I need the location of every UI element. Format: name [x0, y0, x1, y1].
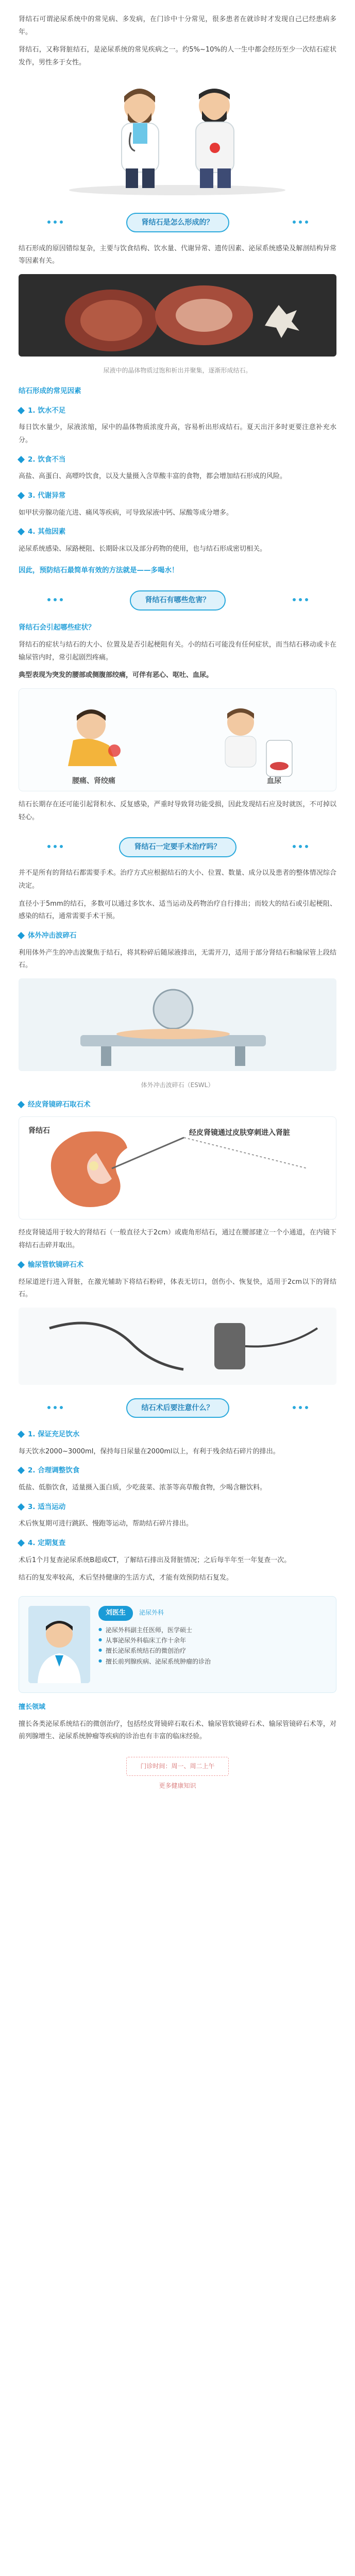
care-text: 术后恢复期可进行跳跃、慢跑等运动，帮助结石碎片排出。 [19, 1520, 193, 1528]
care-heading: 3. 适当运动 [19, 1501, 336, 1514]
decor-dots-icon [278, 220, 309, 224]
diamond-icon [18, 1503, 25, 1510]
factor-heading: 4. 其他因素 [19, 526, 336, 539]
diagram-label: 经皮肾镜通过皮肤穿刺进入肾脏 [189, 1129, 290, 1138]
diamond-icon [18, 492, 25, 499]
question-title: 肾结石会引起哪些症状？ [19, 623, 95, 632]
diamond-icon [18, 932, 25, 939]
section-title: 结石术后要注意什么？ [126, 1398, 229, 1418]
diagram-label: 肾结石 [28, 1127, 50, 1136]
doctor-photo [28, 1606, 90, 1683]
factor-heading: 3. 代谢异常 [19, 489, 336, 503]
doctor-bullet: ● 泌尿外科副主任医师，医学硕士 [98, 1625, 327, 1635]
care-text: 术后1个月复查泌尿系统B超或CT，了解结石排出及肾脏情况；之后每半年至一年复查一次。 [19, 1556, 291, 1564]
footer [19, 1757, 336, 1792]
doctor-bullets [98, 1625, 327, 1667]
doctor-name: 刘医生 [98, 1606, 133, 1621]
clinic-hours: 门诊时间：周一、周二上午 [126, 1757, 228, 1776]
doctor-card [19, 1596, 336, 1693]
section-banner [44, 586, 312, 613]
doctor-bullet: ● 从事泌尿外科临床工作十余年 [98, 1635, 327, 1646]
image-note: 尿液中的晶体物质过饱和析出并聚集，逐渐形成结石。 [103, 367, 252, 375]
symptom-illustration [19, 688, 336, 791]
diamond-icon [18, 1539, 25, 1547]
decor-dots-icon [278, 1405, 309, 1410]
decor-dots-icon [278, 598, 309, 602]
method-text: 经尿道逆行进入肾脏，在激光辅助下将结石粉碎，体表无切口，创伤小、恢复快，适用于2cm以下的肾结石。 [19, 1278, 336, 1299]
care-heading: 4. 定期复查 [19, 1537, 336, 1550]
intro-paragraph: 肾结石，又称肾脏结石，是泌尿系统的常见疾病之一。约5%~10%的人一生中都会经历至少一次结石症状发作，男性多于女性。 [19, 46, 336, 67]
decor-dots-icon [47, 598, 78, 602]
method-heading: 体外冲击波碎石 [19, 929, 336, 943]
intro-paragraph: 肾结石可谓泌尿系统中的常见病、多发病，在门诊中十分常见，很多患者在就诊时才发现自己已经患病多年。 [19, 15, 336, 36]
factor-text: 泌尿系统感染、尿路梗阻、长期卧床以及部分药物的使用，也与结石形成密切相关。 [19, 545, 267, 553]
symptom-label: 血尿 [267, 776, 281, 785]
section-paragraph: 结石形成的原因错综复杂，主要与饮食结构、饮水量、代谢异常、遗传因素、泌尿系统感染及解剖结构异常等因素有关。 [19, 244, 336, 265]
section-banner [44, 209, 312, 235]
doctor-intro: 擅长各类泌尿系统结石的微创治疗，包括经皮肾镜碎石取石术、输尿管软镜碎石术、输尿管镜碎石术等，对前列腺增生、泌尿系统肿瘤等疾病的诊治也有丰富的临床经验。 [19, 1720, 336, 1741]
eswl-machine-illustration [19, 978, 336, 1071]
factor-heading: 1. 饮水不足 [19, 404, 336, 418]
method-text: 利用体外产生的冲击波聚焦于结石，将其粉碎后随尿液排出，无需开刀，适用于部分肾结石和输尿管上段结石。 [19, 948, 336, 970]
section-paragraph: 直径小于5mm的结石，多数可以通过多饮水、适当运动及药物治疗自行排出；而较大的结石或引起梗阻、感染的结石，通常需要手术干预。 [19, 900, 336, 921]
section-title: 肾结石一定要手术治疗吗？ [119, 837, 236, 857]
diamond-icon [18, 1101, 25, 1108]
decor-dots-icon [278, 844, 309, 849]
doctor-section-label: 擅长领域 [19, 1703, 46, 1711]
diamond-icon [18, 1261, 25, 1268]
care-heading: 2. 合理调整饮食 [19, 1464, 336, 1478]
decor-dots-icon [47, 220, 78, 224]
warning-text: 典型表现为突发的腰部或侧腹部绞痛，可伴有恶心、呕吐、血尿。 [19, 671, 213, 680]
emphasis-text: 因此，预防结石最简单有效的方法就是——多喝水！ [19, 566, 179, 574]
doctor-department: 泌尿外科 [139, 1608, 164, 1616]
care-heading: 1. 保证充足饮水 [19, 1428, 336, 1442]
kidney-stone-photo [19, 274, 336, 357]
section-paragraph: 并不是所有的肾结石都需要手术。治疗方式应根据结石的大小、位置、数量、成分以及患者的整体情况综合决定。 [19, 869, 336, 890]
factor-heading: 2. 饮食不当 [19, 453, 336, 467]
closing-note: 结石的复发率较高，术后坚持健康的生活方式，才能有效预防结石复发。 [19, 1574, 233, 1582]
doctor-patient-illustration [19, 76, 336, 199]
section-paragraph: 结石长期存在还可能引起肾积水、反复感染，严重时导致肾功能受损，因此发现结石应及时就医，不可掉以轻心。 [19, 800, 336, 821]
pcnl-diagram [19, 1116, 336, 1219]
decor-dots-icon [47, 844, 78, 849]
section-title: 肾结石是怎么形成的？ [126, 213, 229, 233]
factor-text: 每日饮水量少，尿液浓缩，尿中的晶体物质浓度升高，容易析出形成结石。夏天出汗多时更要注意补充水分。 [19, 423, 336, 444]
doctor-bullet: ● 擅长泌尿系统结石的微创治疗 [98, 1646, 327, 1656]
footer-link[interactable]: 更多健康知识 [159, 1782, 196, 1789]
method-heading: 输尿管软镜碎石术 [19, 1259, 336, 1272]
diamond-icon [18, 1431, 25, 1438]
diamond-icon [18, 528, 25, 535]
care-text: 低盐、低脂饮食，适量摄入蛋白质，少吃菠菜、浓茶等高草酸食物，少喝含糖饮料。 [19, 1483, 267, 1492]
question-title: 结石形成的常见因素 [19, 386, 81, 395]
diamond-icon [18, 456, 25, 463]
section-paragraph: 肾结石的症状与结石的大小、位置及是否引起梗阻有关。小的结石可能没有任何症状，而当结石移动或卡在输尿管内时，常引起剧烈疼痛。 [19, 640, 336, 662]
section-title: 肾结石有哪些危害？ [130, 590, 226, 611]
doctor-info [98, 1606, 327, 1683]
diamond-icon [18, 406, 25, 414]
doctor-bullet: ● 擅长前列腺疾病、泌尿系统肿瘤的诊治 [98, 1656, 327, 1667]
section-banner [44, 1394, 312, 1421]
symptom-label: 腰痛、肾绞痛 [72, 776, 115, 785]
method-heading: 经皮肾镜碎石取石术 [19, 1098, 336, 1112]
factor-text: 如甲状旁腺功能亢进、痛风等疾病，可导致尿液中钙、尿酸等成分增多。 [19, 509, 233, 517]
factor-text: 高盐、高蛋白、高嘌呤饮食，以及大量摄入含草酸丰富的食物，都会增加结石形成的风险。 [19, 472, 287, 481]
image-caption: 体外冲击波碎石（ESWL） [141, 1081, 214, 1089]
method-text: 经皮肾镜适用于较大的肾结石（一般直径大于2cm）或鹿角形结石，通过在腰部建立一个小通道，在内镜下将结石击碎并取出。 [19, 1229, 336, 1250]
diamond-icon [18, 1467, 25, 1474]
decor-dots-icon [47, 1405, 78, 1410]
ureteroscope-illustration [19, 1308, 336, 1385]
section-banner [44, 833, 312, 860]
care-text: 每天饮水2000~3000ml，保持每日尿量在2000ml以上，有利于残余结石碎片的排出。 [19, 1447, 280, 1455]
doctor-avatar-icon [28, 1606, 90, 1683]
